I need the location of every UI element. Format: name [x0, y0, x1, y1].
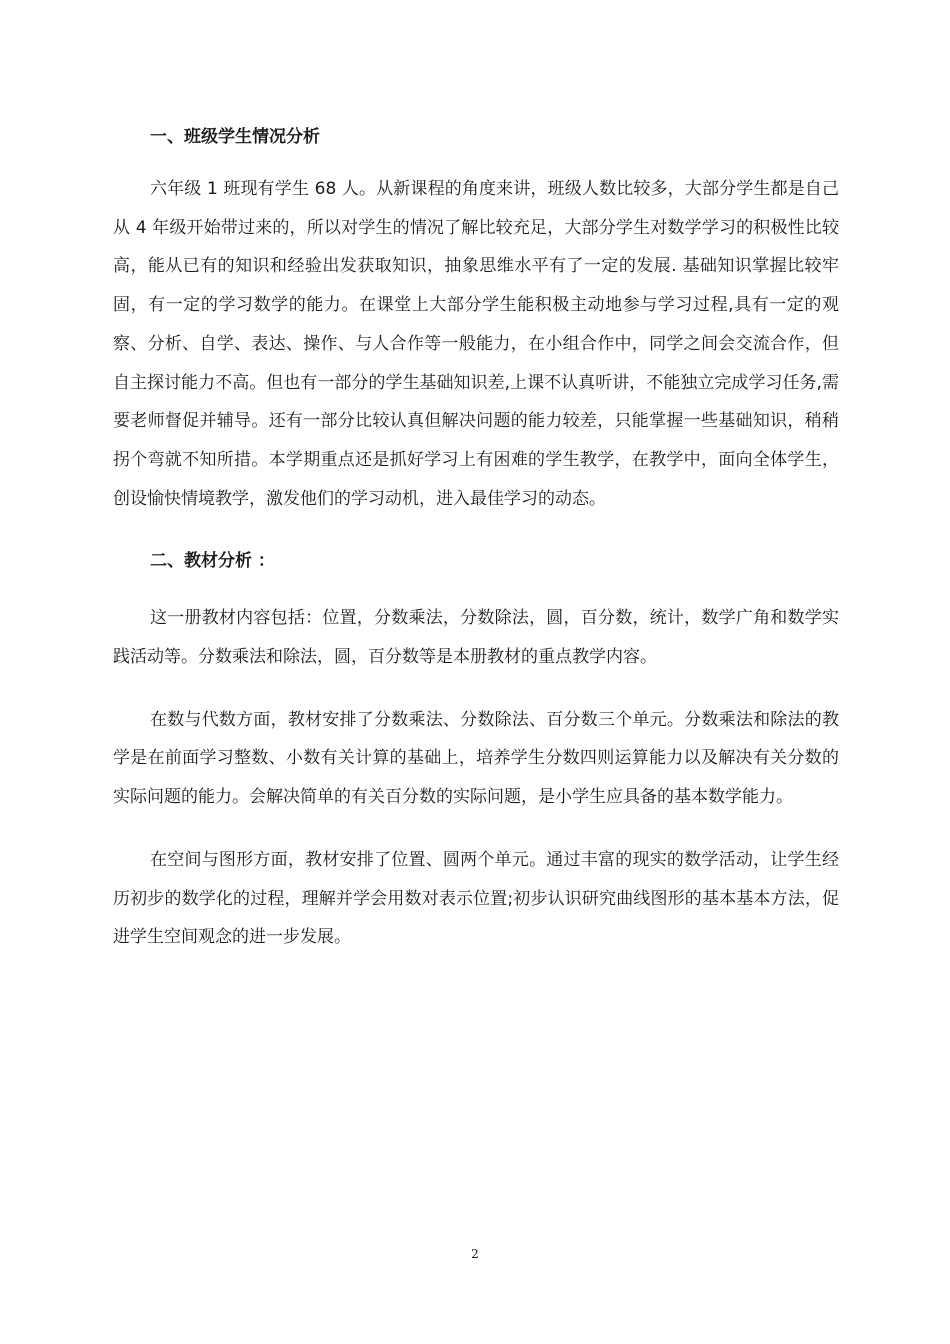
section-heading-student-analysis: 一、班级学生情况分析: [150, 127, 320, 147]
paragraph-space-geometry: 在空间与图形方面，教材安排了位置、圆两个单元。通过丰富的现实的数学活动，让学生经历初步的数学化的过程，理解并学会用数对表示位置;初步认识研究曲线图形的基本基本方法，促进学生空间观念的进一步发展。: [113, 849, 839, 948]
paragraph-textbook-contents: 这一册教材内容包括：位置，分数乘法，分数除法，圆，百分数，统计，数学广角和数学实践活动等。分数乘法和除法，圆，百分数等是本册教材的重点教学内容。: [113, 608, 839, 668]
paragraph-numbers-algebra: 在数与代数方面，教材安排了分数乘法、分数除法、百分数三个单元。分数乘法和除法的教学是在前面学习整数、小数有关计算的基础上，培养学生分数四则运算能力以及解决有关分数的实际问题的能力。会解决简单的有关百分数的实际问题，是小学生应具备的基本数学能力。: [113, 709, 839, 808]
document-body: [113, 117, 839, 957]
page-number: 2: [471, 1247, 479, 1261]
paragraph-student-analysis: 六年级 1 班现有学生 68 人。从新课程的角度来讲，班级人数比较多，大部分学生都是自己从 4 年级开始带过来的，所以对学生的情况了解比较充足，大部分学生对数学学习的积极性比较高，能从已有的知识和经验出发获取知识，抽象思维水平有了一定的发展. 基础知识掌握比较牢固，有一定的学习数学的能力。在课堂上大部分学生能积极主动地参与学习过程,具有一定的观察、分析、自学、表达、操作、与人合作等一般能力，在小组合作中，同学之间会交流合作，但自主探讨能力不高。但也有一部分的学生基础知识差,上课不认真听讲，不能独立完成学习任务,需要老师督促并辅导。还有一部分比较认真但解决问题的能力较差，只能掌握一些基础知识，稍稍拐个弯就不知所措。本学期重点还是抓好学习上有困难的学生教学，在教学中，面向全体学生，创设愉快情境教学，激发他们的学习动机，进入最佳学习的动态。: [113, 179, 839, 509]
section-heading-textbook-analysis: 二、教材分析 ：: [150, 551, 275, 572]
